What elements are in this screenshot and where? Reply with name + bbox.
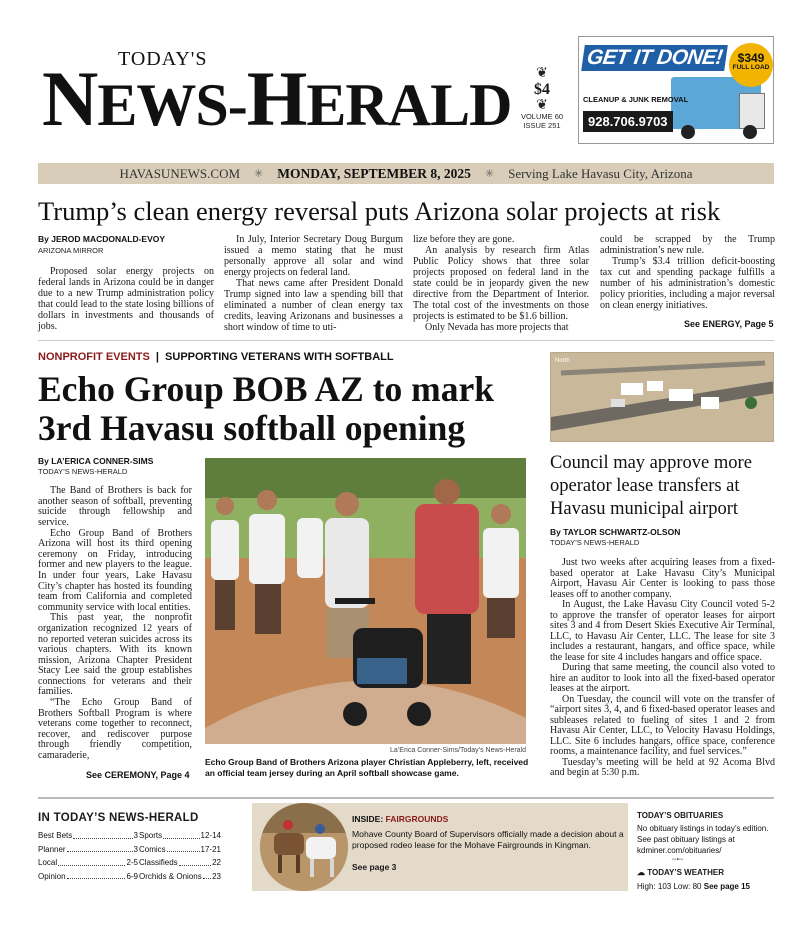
index-leader [67, 843, 133, 853]
echo-paragraph: Echo Group Band of Brothers Arizona will host its third opening ceremony on Friday, introducing former and new players to the league. In under four years, Lake Havasu City’s chapter has hosted its founding team from California and completed community service with local entities. [38, 527, 192, 613]
index-page: 12-14 [200, 831, 221, 840]
masthead-letter-n: N [42, 55, 98, 142]
echo-story-text [38, 456, 192, 762]
index-label: Sports [139, 831, 163, 840]
council-paragraph: In August, the Lake Havasu City Council voted 5-2 to approve the transfer of operator leases for airport sites 3 and 4 from Desert Skies Executive Air Terminal, LLC, to Havasu Air Center, LLC. The lease for site 3 includes a restaurant, hangars, and office space, while the lease for site 4 includes hangars and office space. [550, 599, 775, 663]
softball-photo[interactable] [205, 458, 526, 744]
index-label: Opinion [38, 871, 66, 881]
section-divider [38, 340, 774, 341]
star-divider-icon: ✳ [254, 168, 264, 180]
index-item[interactable] [139, 856, 221, 870]
weather-low: Low: 80 [673, 882, 702, 891]
index-label: Classifieds [139, 858, 178, 867]
index-leader [58, 856, 125, 866]
top-story-paragraph: That news came after President Donald Trump signed into law a spending bill that eliminated a number of clean energy tax credits, leaving Arizonans and businesses a short window of time to uti- [224, 278, 403, 333]
rodeo-photo-art [260, 803, 348, 891]
index-page: 3 [133, 831, 138, 840]
index-item[interactable] [139, 870, 221, 884]
obituaries-text: No obituary listings in today’s edition. See past obituary listings at kdminer.com/obituaries/ [637, 824, 769, 855]
index-page: 2-5 [126, 858, 138, 867]
map-north-label: North [555, 358, 570, 364]
top-story-org: ARIZONA MIRROR [38, 246, 104, 255]
top-story-headline[interactable]: Trump’s clean energy reversal puts Arizona solar projects at risk [38, 196, 721, 226]
photo-caption: Echo Group Band of Brothers Arizona player Christian Appleberry, left, received an official team jersey during an April softball showcase game. [205, 757, 529, 778]
index-list-left [38, 829, 138, 883]
weather-see-link[interactable]: See page 15 [703, 882, 750, 891]
masthead-ews: EWS- [97, 72, 247, 138]
ornament-divider-icon: ~•~ [672, 855, 684, 864]
masthead-todays: TODAY'S [118, 48, 208, 70]
top-story-paragraph: Only Nevada has more projects that [425, 322, 569, 333]
energy-jump-link[interactable]: See ENERGY, Page 5 [684, 319, 774, 329]
serving-area: Serving Lake Havasu City, Arizona [508, 165, 693, 181]
index-item[interactable] [139, 843, 221, 857]
masthead-erald: ERALD [306, 72, 512, 138]
obituaries-title: TODAY’S OBITUARIES [637, 811, 724, 820]
kicker-separator: | [155, 351, 159, 363]
dateline-bar [38, 163, 774, 184]
fairgrounds-section: FAIRGROUNDS [385, 814, 449, 824]
council-story-text [550, 527, 775, 779]
index-leader [73, 829, 132, 839]
index-label: Comics [139, 844, 166, 854]
fairgrounds-label [352, 814, 448, 824]
index-label: Best Bets [38, 831, 73, 840]
weather-cloud-icon: ☁ [637, 868, 645, 877]
masthead-letter-h: H [246, 55, 307, 142]
weather-title-text: TODAY’S WEATHER [647, 868, 724, 877]
top-story-paragraph: An analysis by research firm Atlas Public Policy shows that three solar projects proposed on federal land in the state could be in jeopardy given the new directive from the Department of Interior. The total cost of the investments on those projects is estimated to be $1.6 billion. [413, 245, 589, 322]
echo-paragraph: “The Echo Group Band of Brothers Softball Program is where veterans come together to reconnect, recover, and rediscover purpose through friendly competition, camaraderie, [38, 697, 192, 762]
ornament-icon: ❦ [536, 98, 548, 113]
ceremony-jump-link[interactable]: See CEREMONY, Page 4 [86, 770, 190, 780]
ad-price-burst [729, 43, 773, 87]
issue-date: MONDAY, SEPTEMBER 8, 2025 [277, 165, 471, 181]
index-page: 3 [133, 844, 138, 854]
price-box [520, 68, 564, 130]
truck-wheel-icon [681, 125, 695, 139]
index-list-right [139, 829, 221, 883]
index-page: 6-9 [126, 871, 138, 881]
index-leader [179, 856, 211, 866]
ad-service: CLEANUP & JUNK REMOVAL [583, 95, 689, 104]
top-story-byline: By JEROD MACDONALD-EVOY [38, 234, 166, 244]
council-org: TODAY’S NEWS-HERALD [550, 537, 640, 547]
kicker-section: NONPROFIT EVENTS [38, 351, 150, 363]
index-item[interactable] [38, 843, 138, 857]
echo-org: TODAY’S NEWS-HERALD [38, 466, 128, 476]
index-leader [203, 870, 211, 880]
top-story-paragraph: could be scrapped by the Trump administration’s new rule. [600, 234, 775, 256]
index-label: Local [38, 858, 58, 867]
ad-phone: 928.706.9703 [583, 111, 673, 132]
airport-map-art [551, 353, 774, 442]
top-story-paragraph: Proposed solar energy projects on federal lands in Arizona could be in danger due to a new Trump administration policy that could lead to the state losing billions of dollars in investments and thousands of jobs. [38, 266, 214, 332]
top-story-col-4 [600, 234, 775, 311]
bottom-divider [38, 797, 774, 799]
index-item[interactable] [38, 870, 138, 884]
airport-map[interactable] [550, 352, 774, 442]
index-label: Planner [38, 844, 66, 854]
index-item[interactable] [139, 829, 221, 843]
top-story-col-1 [38, 234, 214, 332]
council-paragraph: During that same meeting, the council also voted to hire an auditor to look into all the fixed-based operator leases at the airport. [550, 662, 775, 694]
top-story-col-3 [413, 234, 589, 333]
top-story-paragraph: lize before they are gone. [413, 234, 515, 245]
fairgrounds-text: Mohave County Board of Supervisors officially made a decision about a proposed rodeo lease for the Mohave Fairgrounds in Kingman. [352, 829, 624, 850]
echo-paragraph: The Band of Brothers is back for another season of softball, preventing suicide through fellowship and service. [38, 485, 192, 528]
ad-deal-price: $349 [737, 51, 765, 65]
rodeo-photo [260, 803, 348, 891]
truck-cab-graphic [739, 93, 765, 129]
photo-credit: La’Erica Conner-Sims/Today’s News-Herald [389, 747, 526, 754]
index-title: IN TODAY’S NEWS-HERALD [38, 812, 199, 824]
ad-headline: GET IT DONE! [581, 45, 728, 71]
volume-number: VOLUME 60 [520, 112, 564, 121]
weather-title [637, 868, 724, 877]
echo-headline[interactable] [38, 370, 538, 448]
top-story-col-2 [224, 234, 403, 333]
top-story-paragraph: In July, Interior Secretary Doug Burgum issued a memo stating that he must personally approve all solar and wind energy projects on federal land. [224, 234, 403, 278]
echo-paragraph: This past year, the nonprofit organization recognized 12 years of no reported veteran suicides across its various chapters. With its known mission, Arizona Chapter President Stacy Lee said the group establishes connections for veterans and their families. [38, 612, 192, 698]
junk-removal-ad[interactable] [578, 36, 774, 144]
weather-high: High: 103 [637, 882, 672, 891]
weather-forecast [637, 882, 750, 891]
index-item[interactable] [38, 856, 138, 870]
echo-byline: By LA’ERICA CONNER-SIMS [38, 456, 154, 466]
index-leader [67, 870, 126, 880]
issue-price: $4 [534, 81, 550, 98]
echo-kicker [38, 351, 394, 363]
council-byline: By TAYLOR SCHWARTZ-OLSON [550, 527, 681, 537]
index-page: 17-21 [200, 844, 221, 854]
echo-headline-line: 3rd Havasu softball opening [38, 408, 466, 448]
council-headline[interactable]: Council may approve more operator lease transfers at Havasu municipal airport [550, 453, 752, 519]
fairgrounds-see-link[interactable]: See page 3 [352, 862, 397, 872]
index-item[interactable] [38, 829, 138, 843]
inside-label: INSIDE: [352, 814, 384, 824]
truck-wheel-icon [743, 125, 757, 139]
council-paragraph: Tuesday’s meeting will be held at 92 Acoma Blvd and begin at 5:30 p.m. [550, 756, 775, 778]
ad-deal-label: FULL LOAD [732, 64, 770, 71]
index-label: Orchids & Onions [139, 871, 202, 881]
masthead [38, 44, 512, 144]
softball-photo-art [205, 458, 526, 744]
top-story-paragraph: Trump’s $3.4 trillion deficit-boosting tax cut and spending package fulfills a number of his administration’s domestic policy priorities, including a major reversal on clean energy initiatives. [600, 256, 775, 311]
index-page: 23 [212, 871, 221, 881]
site-link[interactable]: HAVASUNEWS.COM [119, 165, 241, 181]
index-page: 22 [212, 858, 221, 867]
star-divider-icon: ✳ [484, 168, 495, 180]
masthead-title [42, 54, 511, 150]
echo-headline-line: Echo Group BOB AZ to mark [38, 369, 494, 409]
fairgrounds-teaser[interactable] [252, 803, 628, 891]
council-paragraph: Just two weeks after acquiring leases from a fixed-based operator at Lake Havasu City’s Municipal Airport, Havasu Air Center is looking to pass those leases off to another company. [550, 557, 775, 600]
index-leader [167, 843, 200, 853]
council-paragraph: On Tuesday, the council will vote on the transfer of “airport sites 3, 4, and 6 fixed-based operator leases and subleases related to fueling of sites 1 and 2 from Havasu Air Center, LLC, to Velocity Havasu Holdings, LLC. Site 6 includes hangars, office space, conference rooms, a maintenance facility, and fuel services.” [550, 693, 775, 757]
issue-number: ISSUE 251 [523, 121, 561, 130]
kicker-topic: SUPPORTING VETERANS WITH SOFTBALL [165, 351, 394, 363]
index-leader [163, 829, 199, 839]
ornament-icon: ❦ [536, 66, 548, 81]
